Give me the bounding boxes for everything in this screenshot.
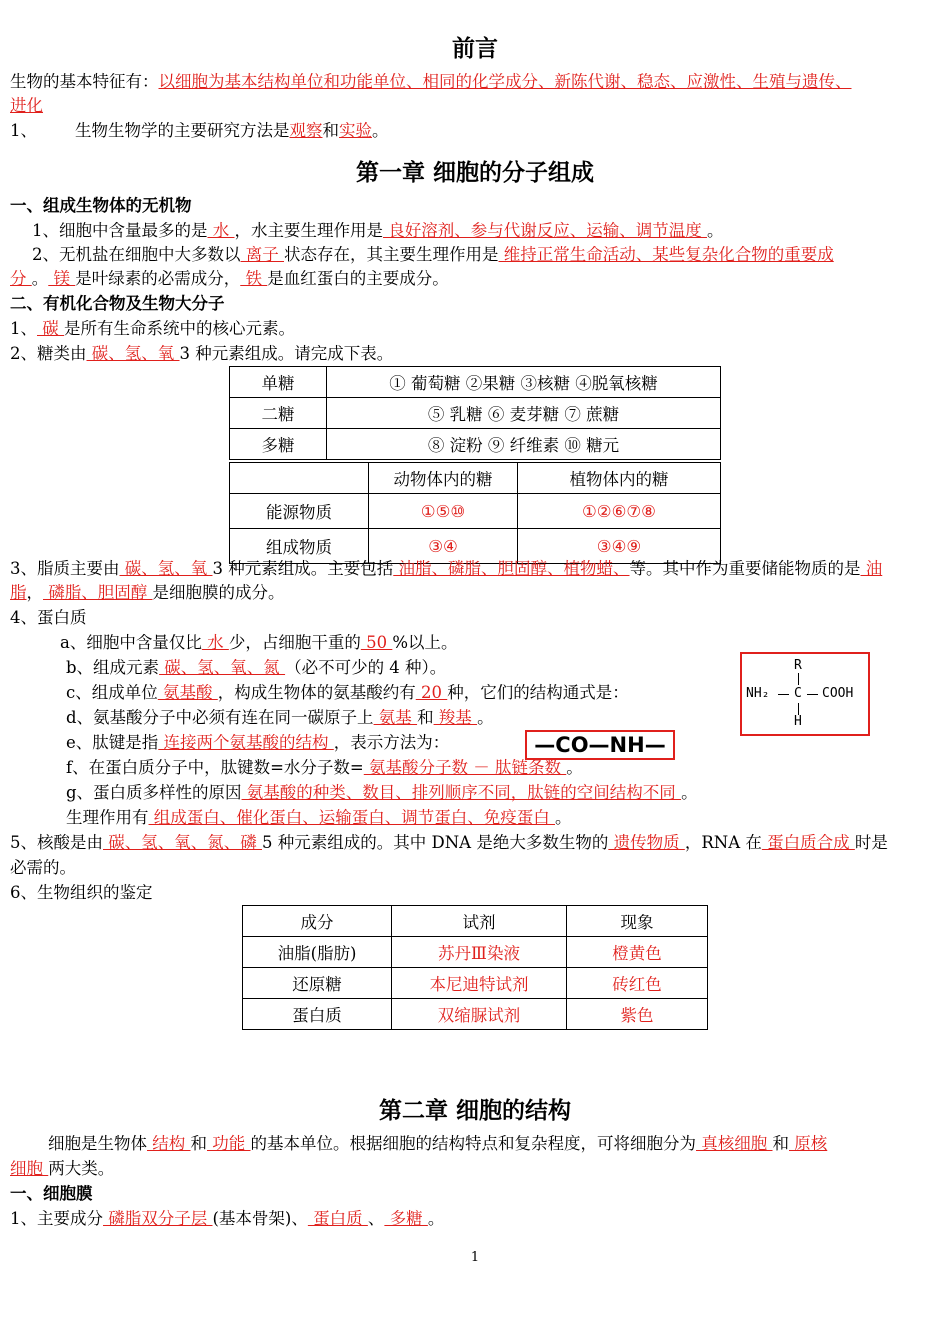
sugar-line: 2、糖类由 碳、氢、氧 3 种元素组成。请完成下表。 bbox=[10, 344, 394, 363]
membrane-line: 1、主要成分 磷脂双分子层 (基本骨架)、 蛋白质 、 多糖 。 bbox=[10, 1209, 445, 1228]
answer: 以细胞为基本结构单位和功能单位、相同的化学成分、新陈代谢、稳态、应激性、生殖与遗传、 bbox=[158, 72, 852, 91]
cell-intro-line-2: 细胞 两大类。 bbox=[10, 1159, 115, 1178]
salt-line: 2、无机盐在细胞中大多数以 离子 状态存在，其主要生理作用是 维持正常生命活动、某些复杂化合物的重要成 bbox=[32, 245, 834, 264]
peptide-bond-formula: —CO—NH— bbox=[525, 730, 675, 760]
protein-g: g、蛋白质多样性的原因 氨基酸的种类、数目、排列顺序不同，肽链的空间结构不同 。 bbox=[66, 783, 698, 802]
carbon-line: 1、 碳 是所有生命系统中的核心元素。 bbox=[10, 319, 295, 338]
table-row: 二糖 ⑤ 乳糖 ⑥ 麦芽糖 ⑦ 蔗糖 bbox=[230, 398, 721, 429]
preface-line-1: 生物的基本特征有：以细胞为基本结构单位和功能单位、相同的化学成分、新陈代谢、稳态、应激性、生殖与遗传、 bbox=[10, 72, 852, 91]
page-number: 1 bbox=[470, 1250, 480, 1265]
water-line: 1、细胞中含量最多的是 水 ，水主要生理作用是 良好溶剂、参与代谢反应、运输、调节温度 。 bbox=[32, 221, 724, 240]
salt-line-2: 分 。 镁 是叶绿素的必需成分， 铁 是血红蛋白的主要成分。 bbox=[10, 269, 449, 288]
table-row: 动物体内的糖 植物体内的糖 bbox=[230, 463, 721, 494]
bond-line bbox=[807, 694, 818, 695]
table-row: 组成物质 ③④ ③④⑨ bbox=[230, 529, 721, 564]
preface-line-3: 1、 生物生物学的主要研究方法是观察和实验。 bbox=[10, 121, 389, 140]
section-cell-membrane: 一、细胞膜 bbox=[10, 1184, 93, 1203]
protein-heading: 4、蛋白质 bbox=[10, 608, 87, 627]
section-inorganic: 一、组成生物体的无机物 bbox=[10, 196, 192, 215]
protein-c: c、组成单位 氨基酸 ，构成生物体的氨基酸约有 20 种，它们的结构通式是： bbox=[66, 683, 629, 702]
sugar-function-table bbox=[229, 462, 721, 564]
section-organic: 二、有机化合物及生物大分子 bbox=[10, 294, 225, 313]
protein-a: a、细胞中含量仅比 水 少，占细胞干重的 50 %以上。 bbox=[60, 633, 458, 652]
preface-line-2 bbox=[10, 94, 942, 118]
table-row: 蛋白质 双缩脲试剂 紫色 bbox=[243, 999, 708, 1030]
cell-intro-line: 细胞是生物体 结构 和 功能 的基本单位。根据细胞的结构特点和复杂程度，可将细胞分为 真核细胞 和 原核 bbox=[48, 1134, 828, 1153]
preface-title: 前言 bbox=[452, 36, 498, 62]
table-row: 还原糖 本尼迪特试剂 砖红色 bbox=[243, 968, 708, 999]
bond-line bbox=[798, 673, 799, 685]
answer: 进化 bbox=[10, 96, 43, 115]
table-row: 单糖 ① 葡萄糖 ②果糖 ③核糖 ④脱氧核糖 bbox=[230, 367, 721, 398]
lipid-line: 3、脂质主要由 碳、氢、氧 3 种元素组成。主要包括 油脂、磷脂、胆固醇、植物蜡、等。其中作为重要储能物质的是 油 bbox=[10, 559, 883, 578]
protein-f: f、在蛋白质分子中，肽键数=水分子数= 氨基酸分子数 － 肽链条数 。 bbox=[66, 758, 583, 777]
table-row: 能源物质 ①⑤⑩ ①②⑥⑦⑧ bbox=[230, 494, 721, 529]
nucleic-line: 5、核酸是由 碳、氢、氧、氮、磷 5 种元素组成的。其中 DNA 是绝大多数生物的 遗传物质 ，RNA 在 蛋白质合成 时是 bbox=[10, 833, 888, 852]
table-row: 油脂(脂肪) 苏丹Ⅲ染液 橙黄色 bbox=[243, 937, 708, 968]
protein-h: 生理作用有 组成蛋白、催化蛋白、运输蛋白、调节蛋白、免疫蛋白 。 bbox=[66, 808, 572, 827]
chapter-1-title: 第一章 细胞的分子组成 bbox=[355, 160, 594, 186]
protein-b: b、组成元素 碳、氢、氧、氮 （必不可少的 4 种）。 bbox=[66, 658, 447, 677]
bond-line bbox=[778, 694, 789, 695]
identification-table bbox=[242, 905, 708, 1030]
protein-d: d、氨基酸分子中必须有连在同一碳原子上 氨基 和 羧基 。 bbox=[66, 708, 494, 727]
sugar-type-table bbox=[229, 366, 721, 460]
nucleic-line-2: 必需的。 bbox=[10, 858, 76, 877]
chapter-2-title: 第二章 细胞的结构 bbox=[378, 1098, 571, 1124]
amino-acid-formula: R NH₂ C COOH H bbox=[746, 658, 854, 729]
table-row: 成分 试剂 现象 bbox=[243, 906, 708, 937]
lipid-line-2: 脂， 磷脂、胆固醇 是细胞膜的成分。 bbox=[10, 583, 285, 602]
answer: 实验 bbox=[339, 121, 372, 140]
answer: 观察 bbox=[289, 121, 323, 140]
table-row: 多糖 ⑧ 淀粉 ⑨ 纤维素 ⑩ 糖元 bbox=[230, 429, 721, 460]
amino-acid-formula-box bbox=[740, 652, 870, 736]
identification-heading: 6、生物组织的鉴定 bbox=[10, 883, 153, 902]
protein-e: e、肽键是指 连接两个氨基酸的结构 ，表示方法为： bbox=[66, 733, 450, 752]
